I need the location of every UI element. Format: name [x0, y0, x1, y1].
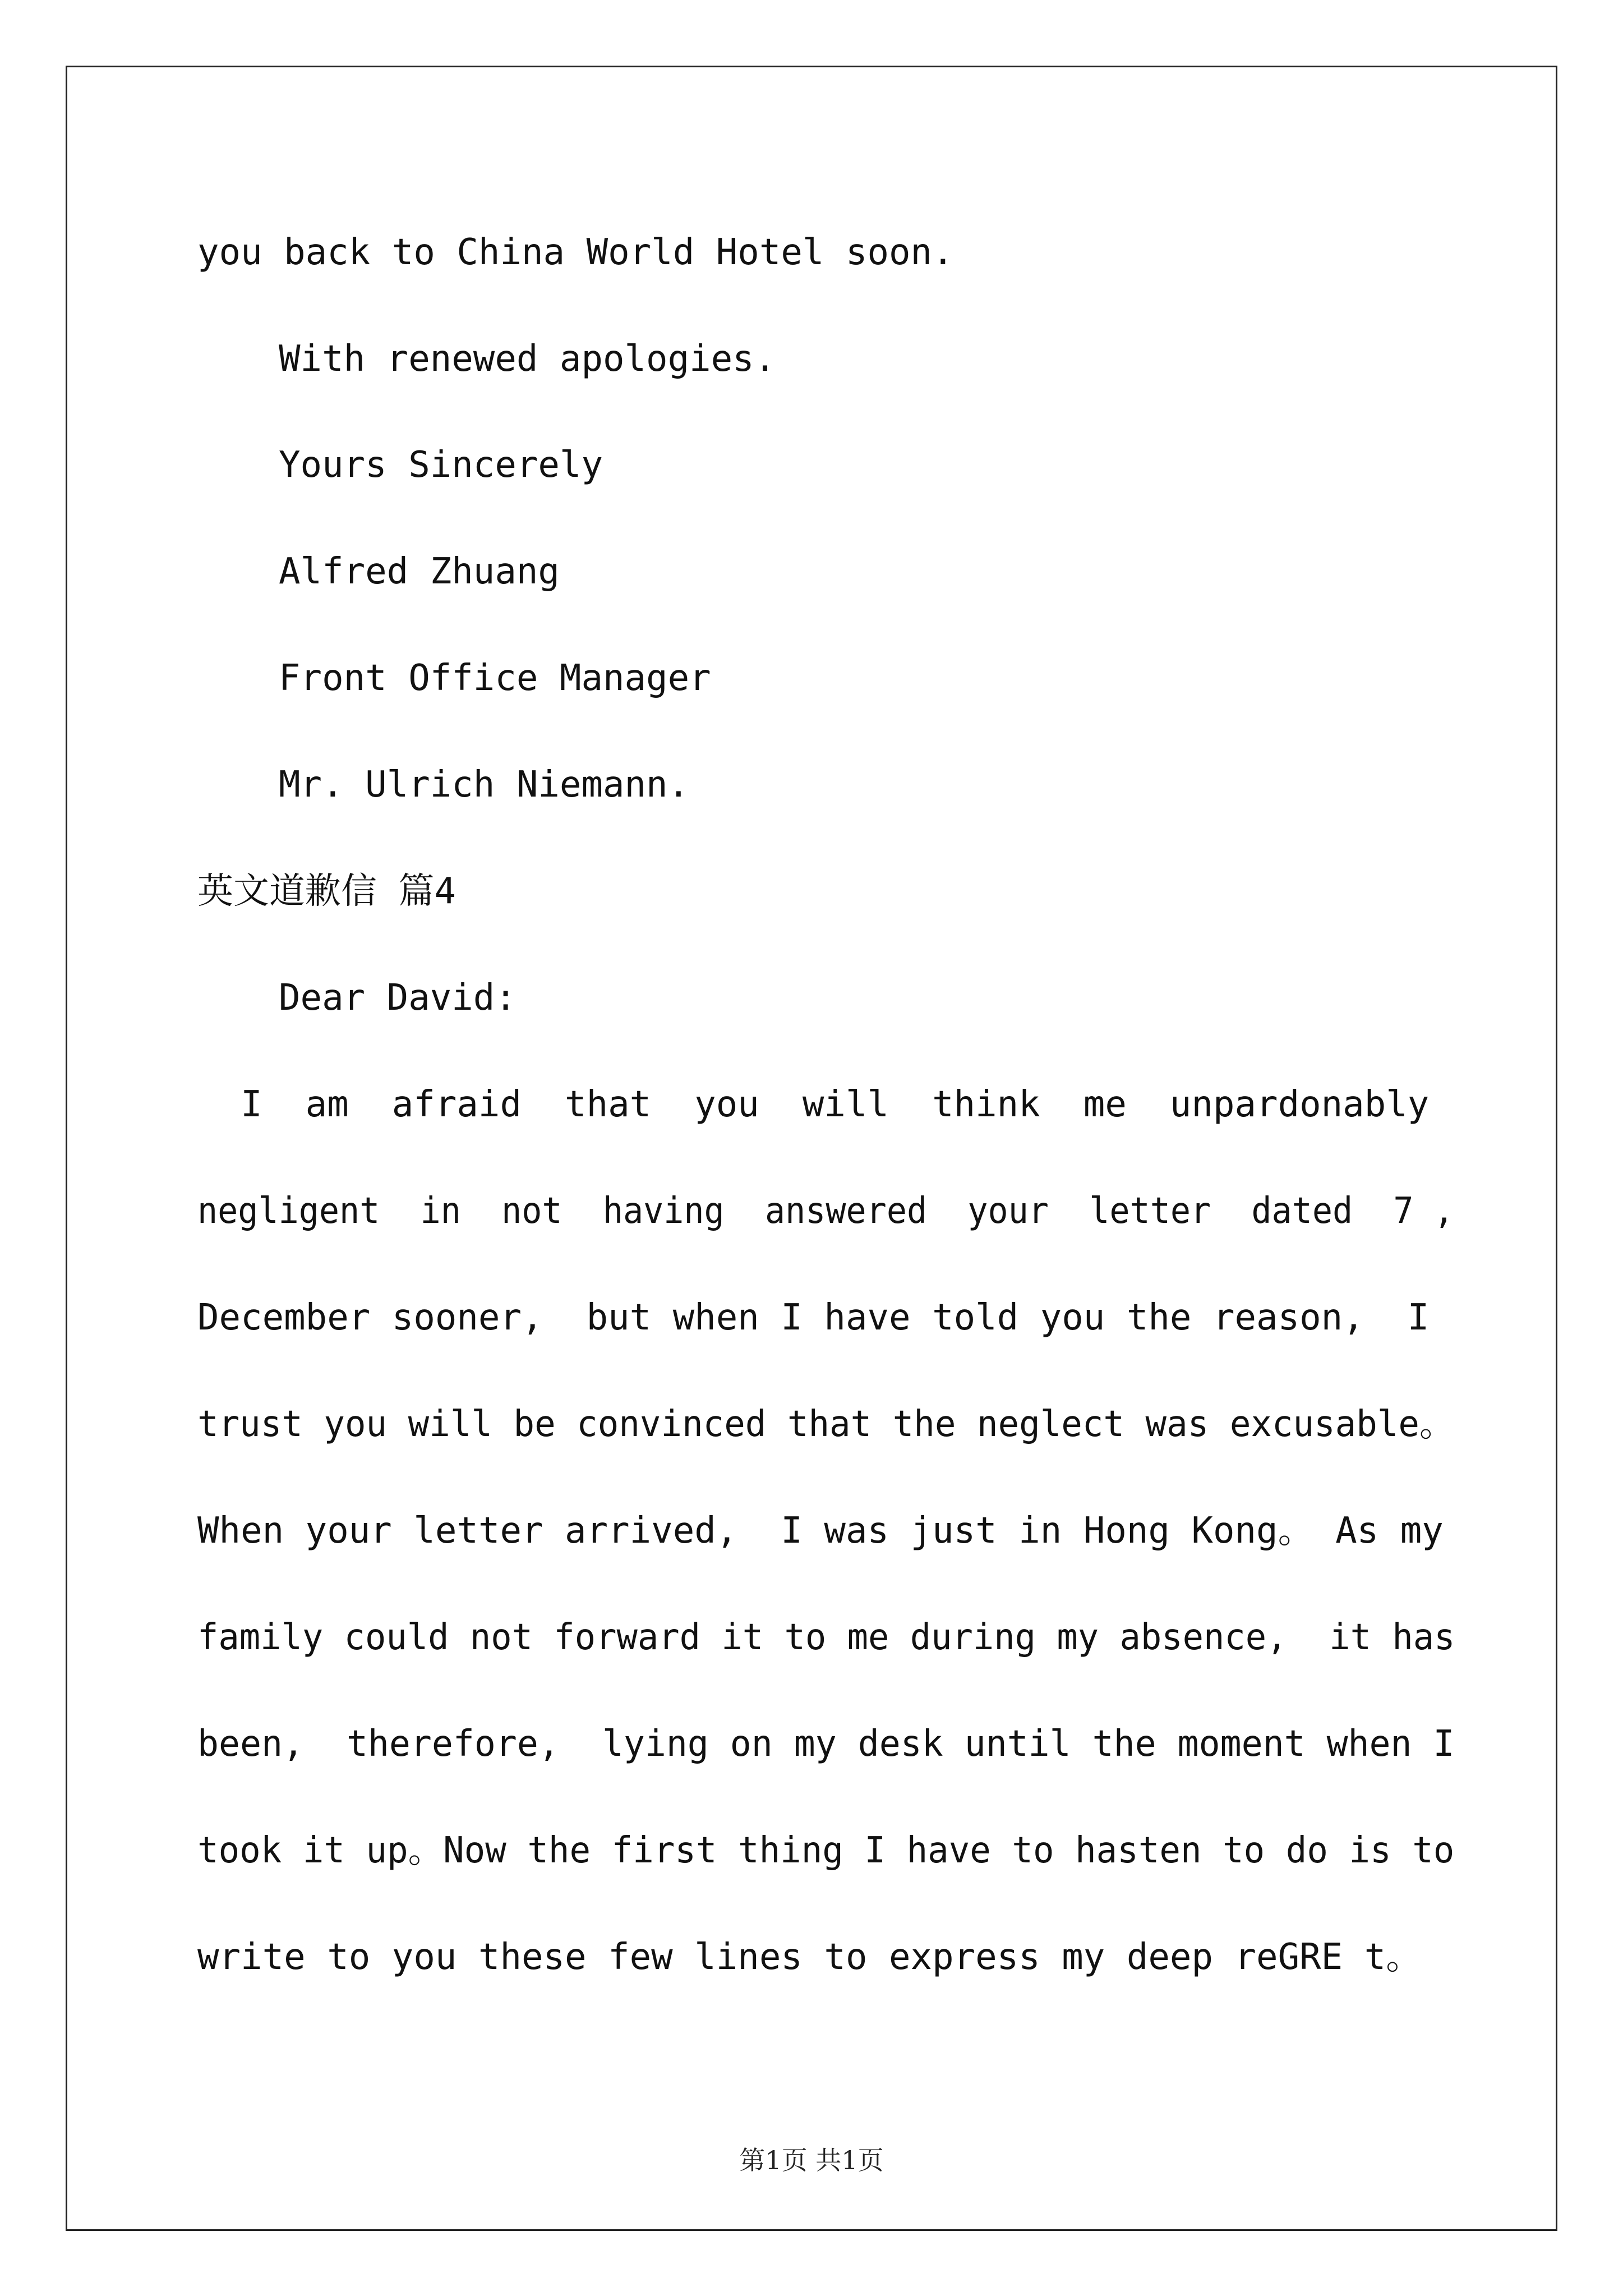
valediction: Yours Sincerely — [279, 444, 603, 486]
recipient-line: Mr. Ulrich Niemann. — [279, 764, 690, 806]
body-line: you back to China World Hotel soon. — [197, 232, 954, 273]
paragraph-line: write to you these few lines to express my deep reGRE t。 — [197, 1936, 1422, 1978]
paragraph-line: trust you will be convinced that the neglect was excusable。 — [197, 1404, 1455, 1445]
paragraph-line-text: I am afraid that you will think me unpardonably — [197, 1084, 1430, 1125]
salutation: Dear David: — [279, 977, 517, 1019]
signature-title: Front Office Manager — [279, 657, 711, 699]
paragraph-line: took it up。Now the first thing I have to hasten to do is to — [197, 1830, 1455, 1871]
signature-name: Alfred Zhuang — [279, 551, 560, 592]
paragraph-line — [197, 1084, 1431, 1125]
section-heading: 英文道歉信 篇4 — [197, 871, 457, 912]
paragraph-line: family could not forward it to me during my absence, it has — [197, 1617, 1455, 1658]
paragraph-line: December sooner, but when I have told you the reason, I — [197, 1297, 1430, 1338]
paragraph-line: been, therefore, lying on my desk until the moment when I — [197, 1723, 1455, 1765]
paragraph-line — [197, 1190, 1454, 1232]
paragraph-line-text: negligent in not having answered your letter dated 7 , — [197, 1190, 1454, 1232]
paragraph-line: When your letter arrived, I was just in Hong Kong。 As my — [197, 1510, 1444, 1552]
page-border — [66, 66, 1557, 2231]
page-number-footer: 第1页 共1页 — [739, 2145, 884, 2175]
closing-line: With renewed apologies. — [279, 338, 776, 380]
